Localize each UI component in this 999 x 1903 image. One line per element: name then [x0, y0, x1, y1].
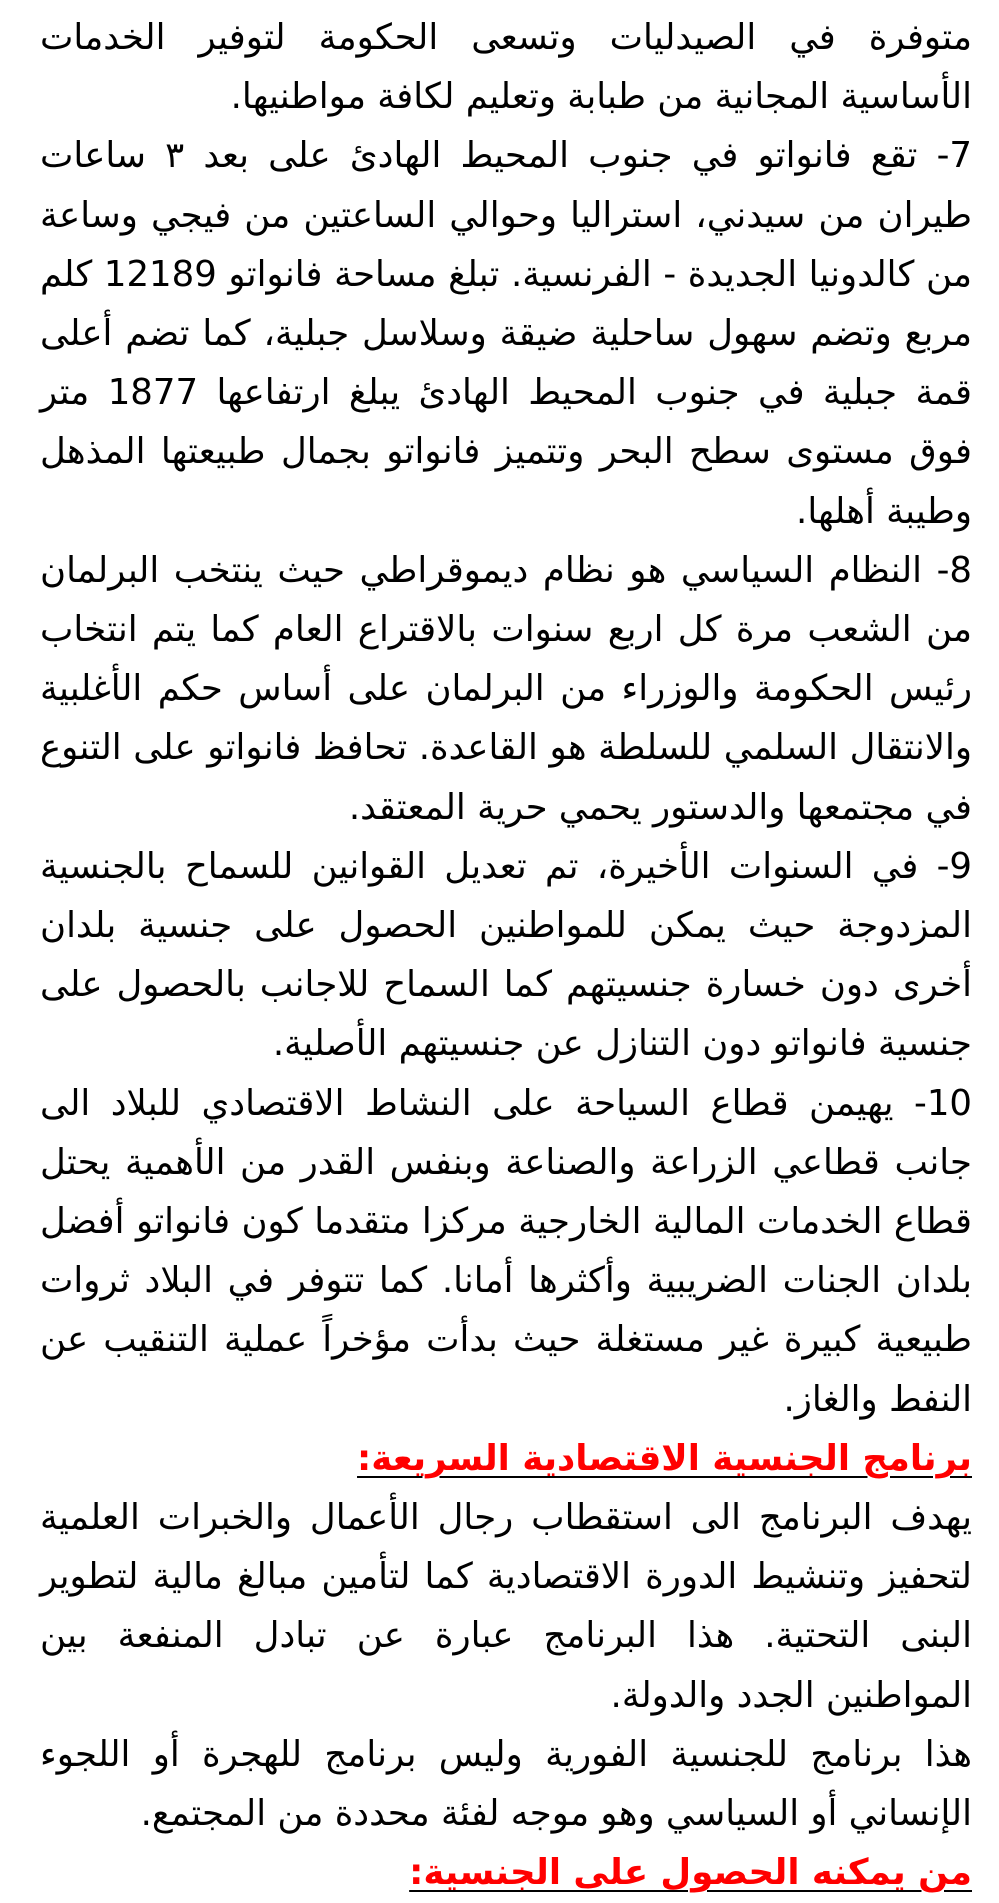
- paragraph-program-goal: يهدف البرنامج الى استقطاب رجال الأعمال والخبرات العلمية لتحفيز وتنشيط الدورة الاقتصادية كما لتأمين مبالغ مالية لتطوير البنى التحتية. هذا البرنامج عبارة عن تبادل المنفعة بين المواطنين الجدد والدولة.: [40, 1497, 972, 1716]
- heading-eligibility: من يمكنه الحصول على الجنسية:: [409, 1852, 972, 1894]
- heading-citizenship-program: برنامج الجنسية الاقتصادية السريعة:: [357, 1437, 972, 1479]
- paragraph-intro-services: متوفرة في الصيدليات وتسعى الحكومة لتوفير الخدمات الأساسية المجانية من طبابة وتعليم لكافة مواطنيها.: [40, 17, 972, 118]
- paragraph-8-political-system: 8- النظام السياسي هو نظام ديموقراطي حيث ينتخب البرلمان من الشعب مرة كل اربع سنوات بالاقتراع العام كما يتم انتخاب رئيس الحكومة والوزراء من البرلمان على أساس حكم الأغلبية والانتقال السلمي للسلطة هو القاعدة. تحافظ فانواتو على التنوع في مجتمعها والدستور يحمي حرية المعتقد.: [40, 549, 972, 828]
- paragraph-7-geography: 7- تقع فانواتو في جنوب المحيط الهادئ على بعد ٣ ساعات طيران من سيدني، استراليا وحوالي الساعتين من فيجي وساعة من كالدونيا الجديدة - الفرنسية. تبلغ مساحة فانواتو 12189 كلم مربع وتضم سهول ساحلية ضيقة وسلاسل جبلية، كما تضم أعلى قمة جبلية في جنوب المحيط الهادئ يبلغ ارتفاعها 1877 متر فوق مستوى سطح البحر وتتميز فانواتو بجمال طبيعتها المذهل وطيبة أهلها.: [40, 135, 972, 532]
- paragraph-program-nature: هذا برنامج للجنسية الفورية وليس برنامج للهجرة أو اللجوء الإنساني أو السياسي وهو موجه لفئة محددة من المجتمع.: [40, 1733, 972, 1835]
- paragraph-9-dual-citizenship: 9- في السنوات الأخيرة، تم تعديل القوانين للسماح بالجنسية المزدوجة حيث يمكن للمواطنين الحصول على جنسية بلدان أخرى دون خسارة جنسيتهم كما السماح للاجانب بالحصول على جنسية فانواتو دون التنازل عن جنسيتهم الأصلية.: [40, 845, 972, 1065]
- document-page: [40, 8, 972, 1903]
- paragraph-10-economy: 10- يهيمن قطاع السياحة على النشاط الاقتصادي للبلاد الى جانب قطاعي الزراعة والصناعة وبنفس القدر من الأهمية يحتل قطاع الخدمات المالية الخارجية مركزا متقدما كون فانواتو أفضل بلدان الجنات الضريبية وأكثرها أمانا. كما تتوفر في البلاد ثروات طبيعية كبيرة غير مستغلة حيث بدأت مؤخراً عملية التنقيب عن النفط والغاز.: [40, 1082, 972, 1420]
